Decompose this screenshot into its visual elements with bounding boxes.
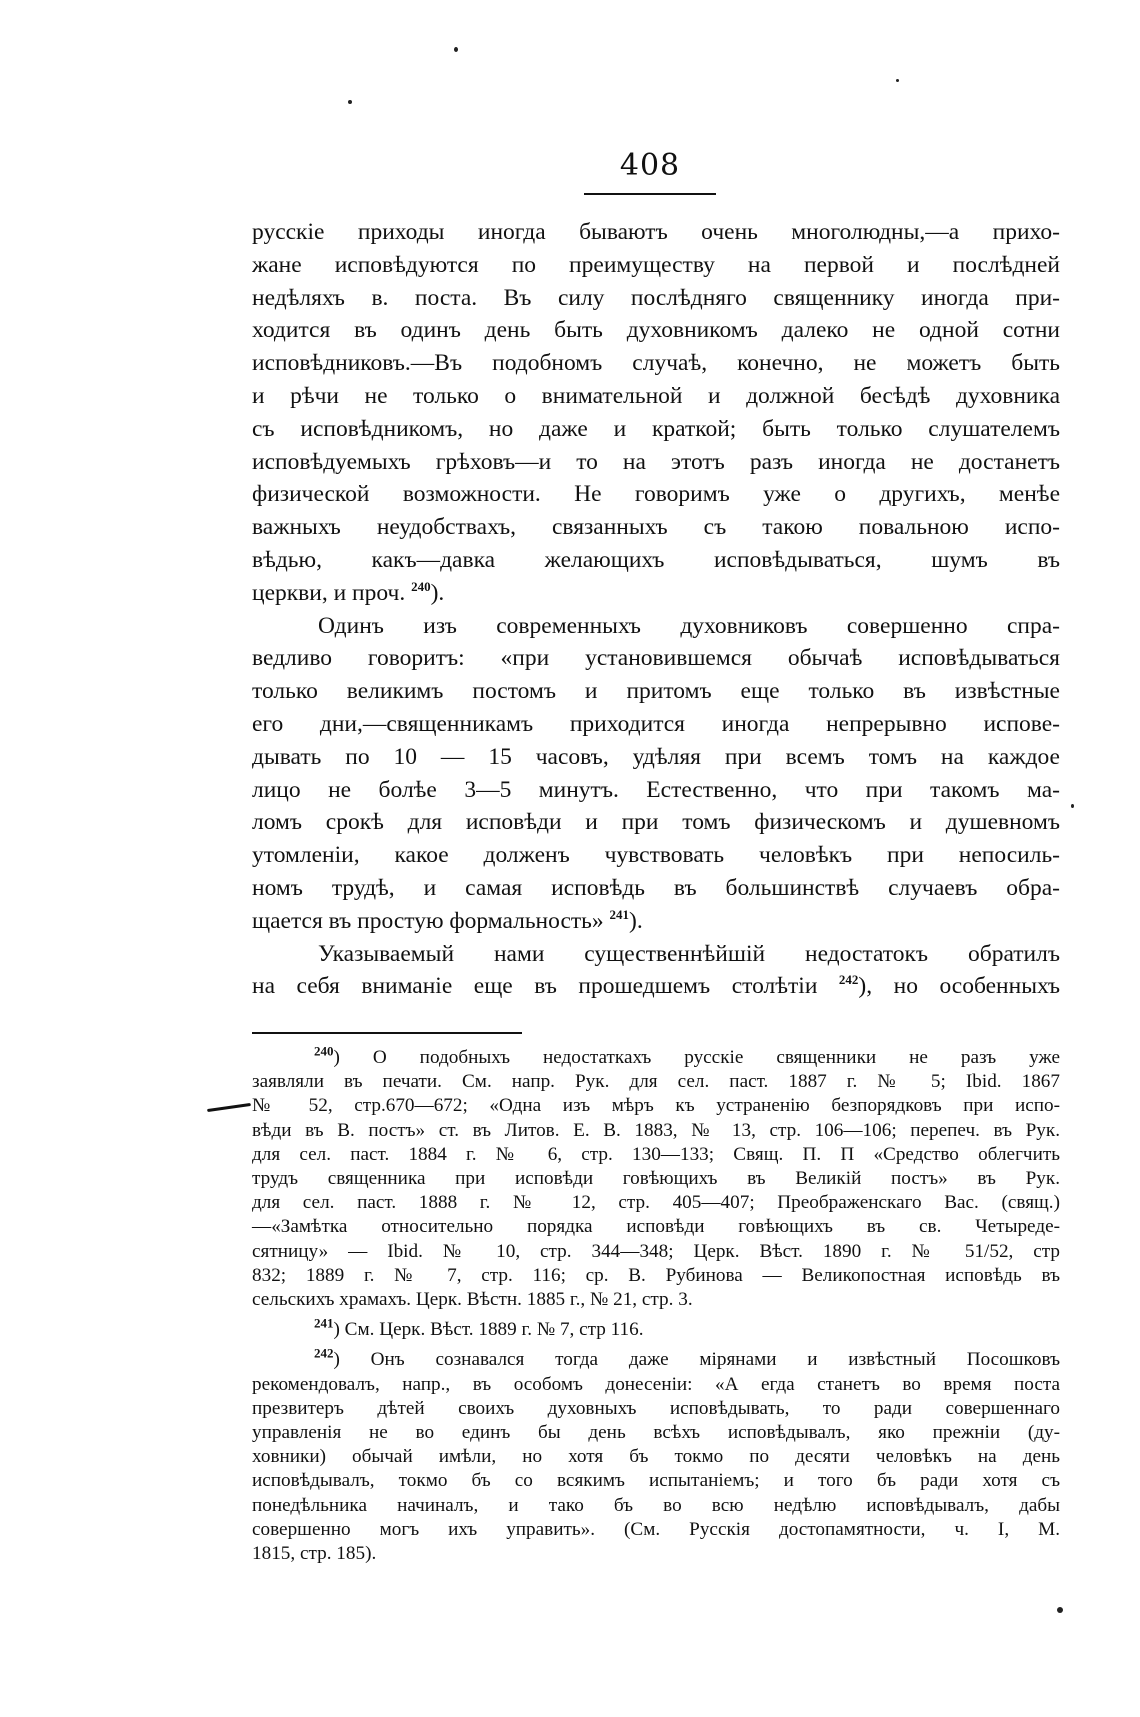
text-line	[252, 577, 1060, 610]
text-line: исповѣдуемыхъ грѣховъ—и то на этотъ разъ иногда не достанетъ	[252, 448, 1060, 475]
footnote-ref: 241	[609, 906, 630, 922]
footnote-line: ховники) обычай имѣли, но хотя бъ токмо по десяти человѣкъ на день	[252, 1446, 1060, 1468]
footnote-line: презвитеръ дѣтей своихъ духовныхъ исповѣдывать, то ради совершеннаго	[252, 1397, 1060, 1419]
text-line: физической возможности. Не говоримъ уже о другихъ, менѣе	[252, 481, 1060, 508]
footnote-text: ) О подобныхъ недостаткахъ русскіе священники не разъ уже	[333, 1047, 1060, 1068]
footnote	[252, 1348, 1060, 1566]
footnote-line: —«Замѣтка относительно порядка исповѣди говѣющихъ въ св. Четыреде-	[252, 1216, 1060, 1238]
line-text: церкви, и проч.	[252, 579, 412, 606]
text-line: номъ трудѣ, и самая исповѣдь въ большинствѣ случаевъ обра-	[252, 874, 1060, 901]
footnote-line: 1815, стр. 185).	[252, 1543, 377, 1565]
line-text: ), но особенныхъ	[858, 973, 1060, 1000]
paragraph	[252, 938, 1060, 1004]
footnote-text: ) См. Церк. Вѣст. 1889 г. № 7, стр 116.	[333, 1319, 644, 1341]
footnote	[252, 1043, 1060, 1312]
footnote	[252, 1315, 1060, 1342]
text-line: его дни,—священникамъ приходится иногда непрерывно испове-	[252, 710, 1060, 737]
margin-pencil-mark	[207, 1103, 251, 1112]
text-line: ломъ срокѣ для исповѣди и при томъ физическомъ и душевномъ	[252, 809, 1060, 836]
print-speck	[454, 47, 458, 52]
print-speck	[348, 100, 352, 104]
footnote-mark: 242	[314, 1346, 334, 1362]
footnote-line: управленія не во единъ бы день всѣхъ исповѣдывалъ, яко прежнiи (ду-	[252, 1422, 1060, 1444]
footnotes	[252, 1043, 1060, 1572]
footnote-line: исповѣдывалъ, токмо бъ со всякимъ испытаніемъ; и того бъ ради хотя съ	[252, 1470, 1060, 1492]
text-line: ведливо говоритъ: «при установившемся обычаѣ исповѣдываться	[252, 645, 1060, 672]
footnote-line: 832; 1889 г. № 7, стр. 116; ср. В. Рубинова — Великопостная исповѣдь въ	[252, 1264, 1060, 1286]
text-line: важныхъ неудобствахъ, связанныхъ съ такою повальною испо-	[252, 514, 1060, 541]
paragraph	[252, 216, 1060, 610]
line-text: ).	[430, 579, 445, 606]
line-text: щается въ простую формальность»	[252, 907, 610, 934]
footnote-line: понедѣльника начиналъ, и тако бъ во всю недѣлю исповѣдывалъ, дабы	[252, 1494, 1060, 1516]
page-number-underline	[584, 193, 716, 195]
text-line: дывать по 10 — 15 часовъ, удѣляя при всемъ томъ на каждое	[252, 743, 1060, 770]
text-line: ходится въ одинъ день быть духовникомъ далеко не одной сотни	[252, 317, 1060, 344]
footnote-line: сельскихъ храмахъ. Церк. Вѣстн. 1885 г., № 21, стр. 3.	[252, 1289, 693, 1311]
text-line: Указываемый нами существеннѣйшій недостатокъ обратилъ	[318, 940, 1060, 967]
footnote-line: для сел. паст. 1888 г. № 12, стр. 405—407; Преображенскаго Вас. (свящ.)	[252, 1192, 1060, 1214]
paragraph	[252, 610, 1060, 938]
text-line: жане исповѣдуются по преимуществу на первой и послѣдней	[252, 251, 1060, 278]
text-line: исповѣдниковъ.—Въ подобномъ случаѣ, конечно, не можетъ быть	[252, 350, 1060, 377]
text-line: утомленіи, какое долженъ чувствовать человѣкъ при непосиль-	[252, 842, 1060, 869]
text-line: и рѣчи не только о внимательной и должной бесѣдѣ духовника	[252, 382, 1060, 409]
footnote-line	[252, 1315, 1060, 1342]
print-speck	[896, 79, 899, 82]
footnote-line	[252, 1043, 1060, 1070]
footnote-text: ) Онъ сознавался тогда даже мірянами и извѣстный Посошковъ	[333, 1349, 1060, 1371]
footnote-separator	[252, 1032, 522, 1034]
text-line	[252, 970, 1060, 1003]
footnote-mark: 241	[314, 1315, 334, 1331]
text-line	[252, 905, 1060, 938]
footnote-ref: 242	[838, 972, 859, 988]
text-line: съ исповѣдникомъ, но даже и краткой; быть только слушателемъ	[252, 415, 1060, 442]
footnote-line: для сел. паст. 1884 г. № 6, стр. 130—133; Свящ. П. П «Средство облегчить	[252, 1143, 1060, 1165]
line-text: на себя вниманіе еще въ прошедшемъ столѣтіи	[252, 973, 839, 1000]
text-line: вѣдью, какъ—давка желающихъ исповѣдываться, шумъ въ	[252, 546, 1060, 573]
footnote-line	[252, 1348, 1060, 1372]
footnote-line: № 52, стр.670—672; «Одна изъ мѣръ къ устраненію безпорядковъ при испо-	[252, 1095, 1060, 1117]
page-number: 408	[619, 148, 681, 183]
text-line: только великимъ постомъ и притомъ еще только въ извѣстные	[252, 678, 1060, 705]
text-line: Одинъ изъ современныхъ духовниковъ совершенно спра-	[318, 612, 1060, 639]
footnote-line: трудъ священника при исповѣди говѣющихъ въ Великій постъ» въ Рук.	[252, 1168, 1060, 1190]
text-line: русскіе приходы иногда бываютъ очень многолюдны,—а прихо-	[252, 219, 1060, 245]
footnote-line: вѣди въ В. постъ» ст. въ Литов. Е. В. 1883, № 13, стр. 106—106; перепеч. въ Рук.	[252, 1119, 1060, 1141]
text-line: лицо не болѣе 3—5 минутъ. Естественно, что при такомъ ма-	[252, 776, 1060, 803]
print-speck	[1057, 1607, 1063, 1613]
footnote-line: рекомендовалъ, напр., въ особомъ донесеніи: «А егда станетъ во время поста	[252, 1373, 1060, 1395]
line-text: ).	[629, 907, 643, 934]
footnote-line: совершенно могъ ихъ управить». (См. Русскія достопамятности, ч. I, М.	[252, 1518, 1060, 1540]
footnote-ref: 240	[411, 578, 431, 594]
footnote-line: заявляли въ печати. См. напр. Рук. для сел. паст. 1887 г. № 5; Ibid. 1867	[252, 1071, 1060, 1093]
main-text	[252, 216, 1060, 1003]
print-speck	[1071, 804, 1074, 808]
footnote-mark: 240	[314, 1043, 334, 1059]
text-line: недѣляхъ в. поста. Въ силу послѣдняго священнику иногда при-	[252, 284, 1060, 311]
footnote-line: сятницу» — Ibid. № 10, стр. 344—348; Церк. Вѣст. 1890 г. № 51/52, стр	[252, 1240, 1060, 1262]
